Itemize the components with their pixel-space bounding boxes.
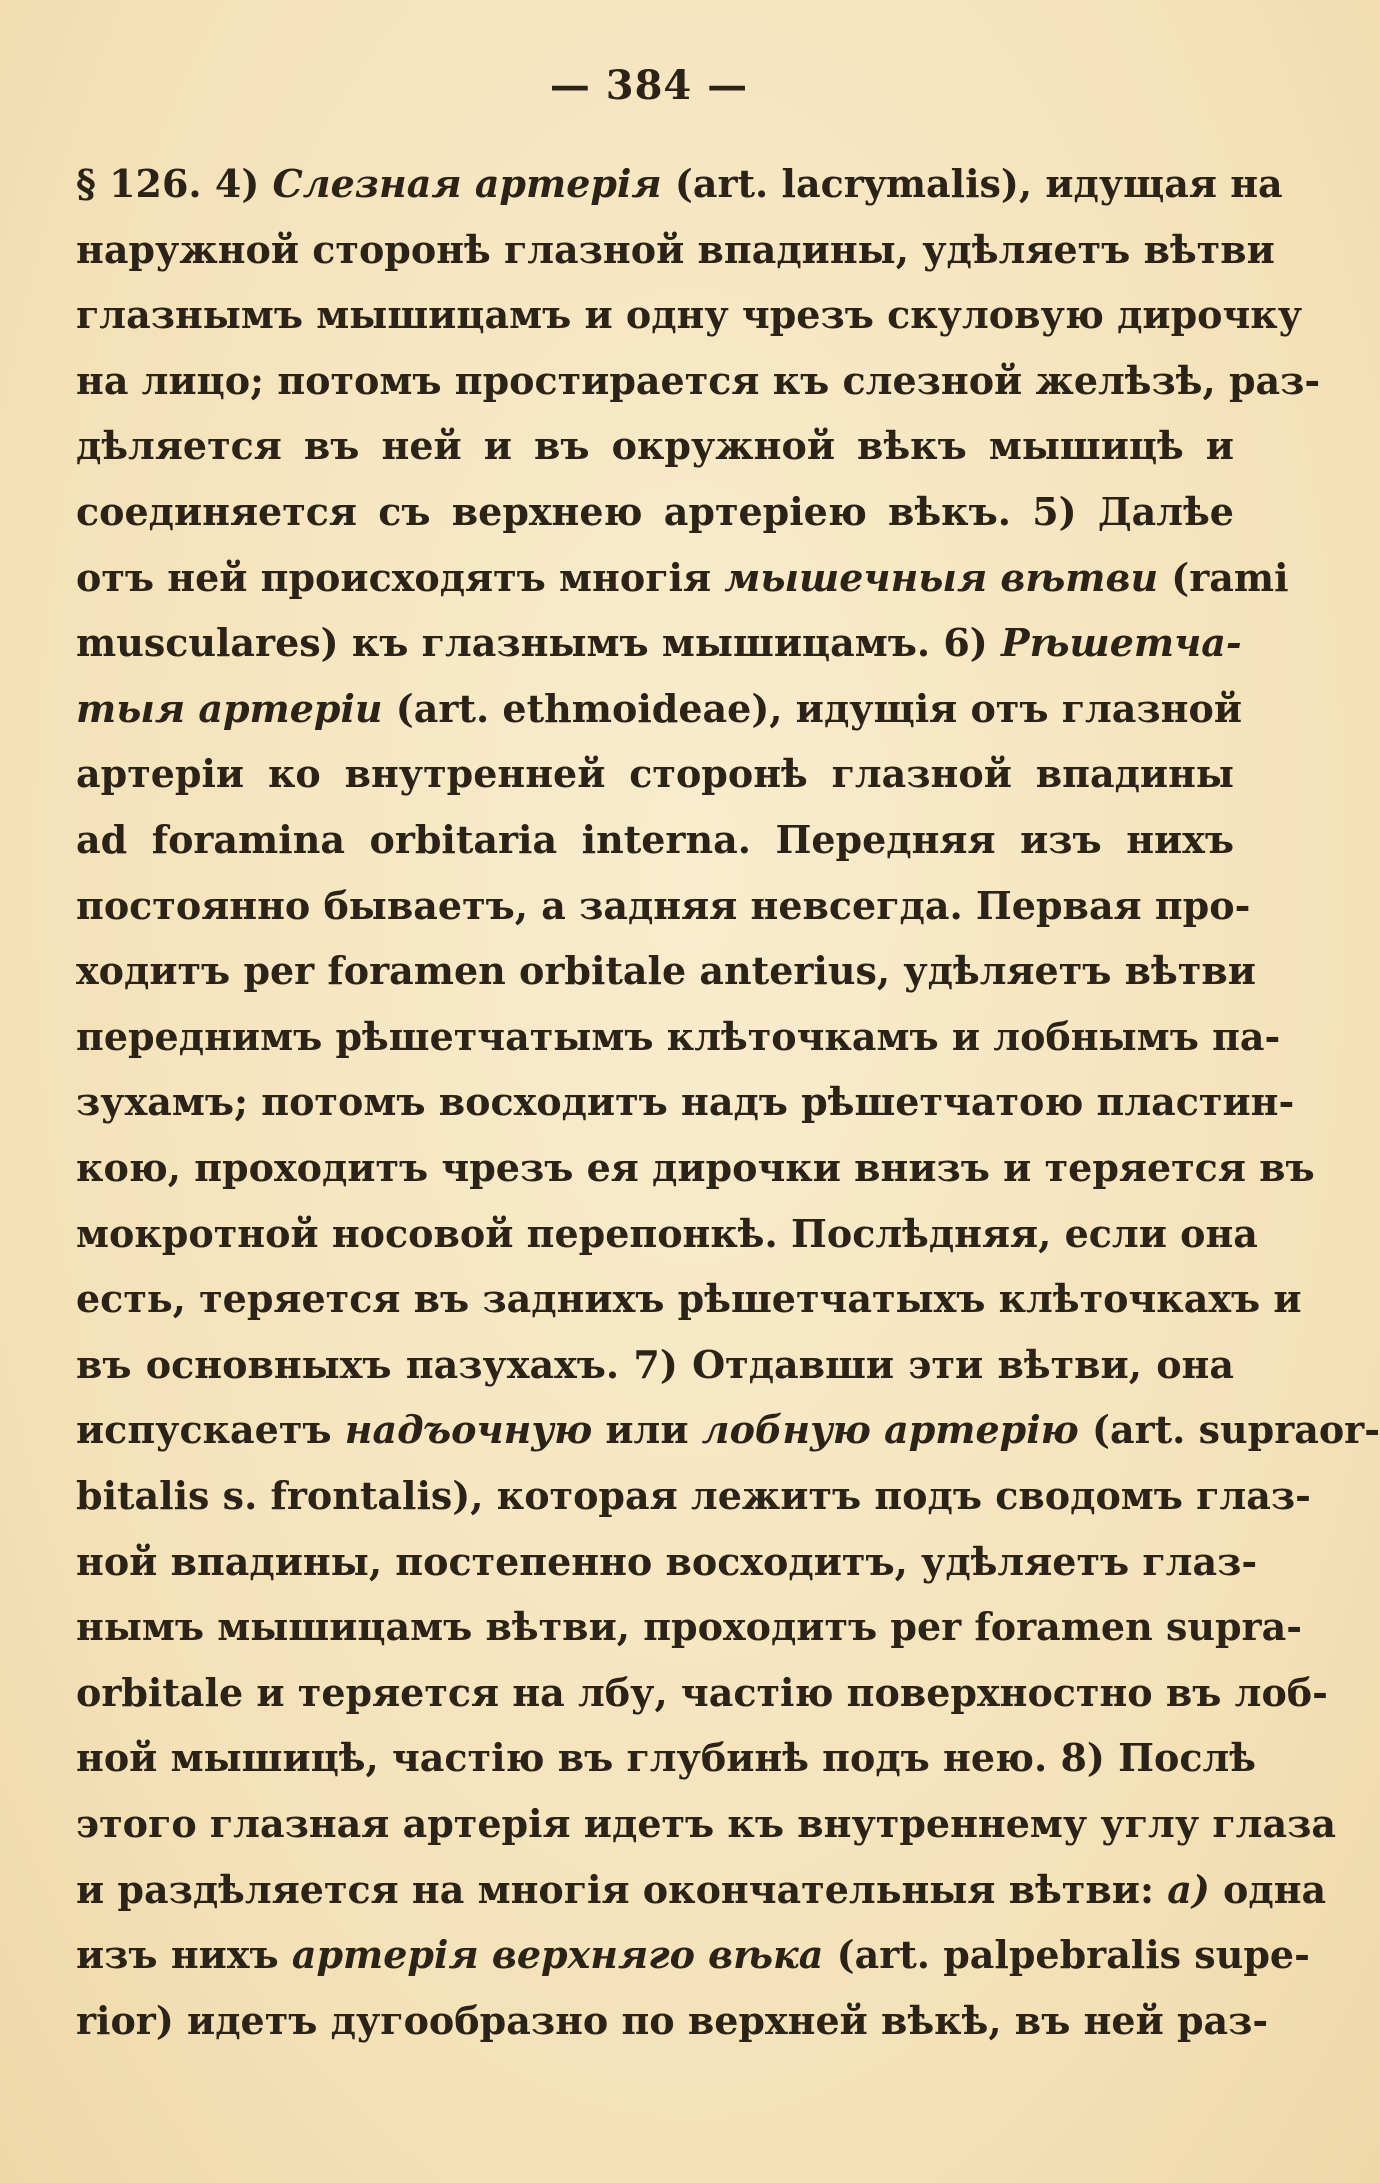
text-line: этого глазная артерія идетъ къ внутреннему углу глаза [76,1801,1336,1846]
text-line: ad foramina orbitaria interna. Передняя изъ нихъ [76,817,1234,862]
text-line: есть, теряется въ заднихъ рѣшетчатыхъ клѣточкахъ и [76,1276,1302,1322]
text-line: отъ ней происходятъ многія мышечныя вѣтви (rami [76,554,1289,600]
text-line: bitalis s. frontalis), которая лежитъ подъ сводомъ глаз- [76,1473,1311,1518]
page-number: — 384 — [549,62,749,109]
text-line: ходитъ per foramen orbitale anterius, удѣляетъ вѣтви [76,948,1256,994]
text-line: изъ нихъ артерія верхняго вѣка (art. palpebralis supe- [76,1932,1310,1978]
text-line: наружной сторонѣ глазной впадины, удѣляетъ вѣтви [76,226,1275,272]
text-line: дѣляется въ ней и въ окружной вѣкъ мышицѣ и [76,423,1234,469]
text-line: § 126. 4) Слезная артерія (art. lacrymalis), идущая на [76,161,1283,206]
text-line: ной мышицѣ, частію въ глубинѣ подъ нею. 8) Послѣ [76,1735,1256,1781]
text-line: rior) идетъ дугообразно по верхней вѣкѣ, въ ней раз- [76,1997,1269,2043]
text-line: артеріи ко внутренней сторонѣ глазной впадины [76,751,1234,797]
text-line: зухамъ; потомъ восходитъ надъ рѣшетчатою пластин- [76,1079,1295,1125]
text-line: нымъ мышицамъ вѣтви, проходитъ per foramen supra- [76,1604,1302,1650]
text-line: постоянно бываетъ, а задняя невсегда. Первая про- [76,882,1251,928]
text-line: въ основныхъ пазухахъ. 7) Отдавши эти вѣтви, она [76,1341,1234,1387]
text-line: глазнымъ мышицамъ и одну чрезъ скуловую дирочку [76,292,1303,338]
text-line: musculares) къ глазнымъ мышицамъ. 6) Рѣшетча- [76,620,1242,666]
text-line: и раздѣляется на многія окончательныя вѣтви: a) одна [76,1866,1327,1912]
text-line: ной впадины, постепенно восходитъ, удѣляетъ глаз- [76,1538,1258,1584]
text-line: кою, проходитъ чрезъ ея дирочки внизъ и теряется въ [76,1145,1315,1190]
text-line: тыя артеріи (art. ethmoideae), идущія отъ глазной [76,685,1243,731]
text-line: мокротной носовой перепонкѣ. Послѣдняя, если она [76,1210,1258,1256]
text-line: orbitale и теряется на лбу, частію поверхностно въ лоб- [76,1669,1328,1715]
text-line: соединяется съ верхнею артеріею вѣкъ. 5) Далѣе [76,489,1234,534]
text-line: переднимъ рѣшетчатымъ клѣточкамъ и лобнымъ па- [76,1013,1281,1059]
text-line: испускаетъ надъочную или лобную артерію (art. supraor- [76,1407,1380,1453]
text-line: на лицо; потомъ простирается къ слезной желѣзѣ, раз- [76,357,1321,403]
